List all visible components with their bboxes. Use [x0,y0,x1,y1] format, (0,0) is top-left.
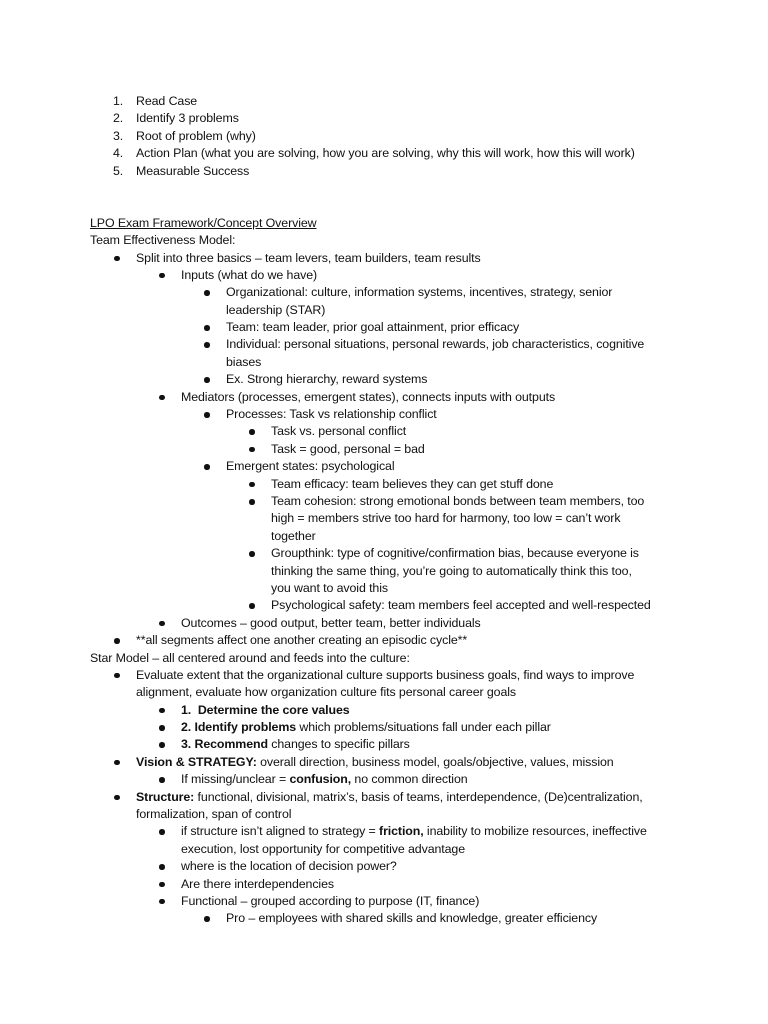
bullet-item [0,267,768,284]
step-item [0,163,768,180]
bullet-item [0,719,768,736]
bullet-item [0,876,768,893]
bold-text: confusion, [289,772,352,787]
bullet-text: Split into three basics – team levers, team builders, team results [136,250,481,265]
bullet-text: no common direction [351,772,468,787]
bullet-text: Team cohesion: strong emotional bonds between team members, too [271,494,645,508]
bullet-item [0,371,768,388]
bullet-continuation [0,841,768,858]
bullet-icon [204,377,210,383]
bold-text: friction, [379,824,424,839]
section-heading [0,215,768,232]
bullet-item [0,319,768,336]
step-label: Root of problem (why) [136,128,256,143]
bullet-text: Inputs (what do we have) [181,267,318,282]
bullet-icon [159,621,165,627]
bullet-item [0,667,768,684]
bullet-icon [114,760,120,766]
bullet-icon [249,551,255,557]
bullet-item [0,423,768,440]
bullet-item [0,702,768,719]
bullet-item [0,823,768,840]
bullet-continuation [0,354,768,371]
bullet-text: execution, lost opportunity for competitive advantage [181,841,465,856]
bullet-item [0,476,768,493]
bullet-icon [159,273,165,279]
bullet-text: Emergent states: psychological [226,459,395,474]
bullet-item [0,458,768,475]
bullet-text: Processes: Task vs relationship conflict [226,407,437,422]
bullet-icon [249,429,255,435]
bullet-icon [159,725,165,731]
step-label: Identify 3 problems [136,111,239,126]
bullet-text: thinking the same thing, you’re going to automatically think this too, [271,563,632,578]
bullet-text: Psychological safety: team members feel accepted and well-respected [271,598,651,613]
step-number: 5. [113,163,124,178]
bullet-item [0,615,768,632]
bullet-text: Team efficacy: team believes they can get stuff done [271,476,554,491]
bullet-text: Groupthink: type of cognitive/confirmation bias, because everyone is [271,546,639,561]
bullet-text: Evaluate extent that the organizational culture supports business goals, find ways to improve [136,667,635,682]
bullet-item [0,336,768,353]
bullet-item [0,406,768,423]
bullet-text: changes to specific pillars [267,737,410,752]
bullet-icon [204,290,210,296]
bold-text: 1. Determine the core values [181,702,350,717]
bullet-text: Individual: personal situations, personal rewards, job characteristics, cognitive [226,337,645,352]
bullet-icon [114,795,120,801]
step-number: 3. [113,128,124,143]
bullet-text: **all segments affect one another creating an episodic cycle** [136,633,468,648]
bullet-item [0,736,768,753]
bullet-text: alignment, evaluate how organization culture fits personal career goals [136,685,516,700]
step-item [0,93,768,110]
bullet-item [0,545,768,562]
bullet-item [0,789,768,806]
step-item [0,110,768,127]
bullet-text: which problems/situations fall under each pillar [296,720,551,735]
bullet-text: overall direction, business model, goals/objective, values, mission [256,754,614,769]
bullet-icon [159,742,165,748]
bullet-item [0,632,768,649]
bullet-icon [114,638,120,644]
bold-text: Structure: [136,789,195,804]
heading-text: LPO Exam Framework/Concept Overview [90,215,317,230]
bullet-text: If missing/unclear = [181,772,290,787]
team-model-title [0,232,768,249]
bold-text: 3. Recommend [181,737,268,752]
bullet-text: Ex. Strong hierarchy, reward systems [226,372,428,387]
bullet-item [0,597,768,614]
bold-text: 2. Identify problems [181,720,297,735]
bullet-item [0,493,768,510]
step-number: 1. [113,94,124,108]
bullet-icon [159,708,165,714]
bullet-icon [159,777,165,783]
bullet-icon [204,342,210,348]
bullet-continuation [0,806,768,823]
bullet-text: Mediators (processes, emergent states), connects inputs with outputs [181,389,556,404]
bullet-item [0,250,768,267]
title-text: Team Effectiveness Model: [90,233,236,248]
bullet-text: Team: team leader, prior goal attainment, prior efficacy [226,320,520,335]
bullet-item [0,441,768,458]
step-item [0,128,768,145]
bullet-continuation [0,580,768,597]
step-label: Action Plan (what you are solving, how you are solving, why this will work, how this will work) [136,146,635,161]
bullet-item [0,858,768,875]
bullet-text: formalization, span of control [136,807,292,822]
bullet-icon [114,673,120,679]
star-model-title [0,650,768,667]
bullet-item [0,910,768,927]
bullet-text: Outcomes – good output, better team, better individuals [181,615,481,630]
case-steps-list [0,93,768,180]
bullet-text: biases [226,354,262,369]
bold-text: Vision & STRATEGY: [136,754,257,769]
bullet-icon [204,464,210,470]
step-item [0,145,768,162]
bullet-item [0,893,768,910]
spacer [0,180,768,215]
bullet-text: high = members strive too hard for harmony, too low = can’t work [271,511,621,526]
bullet-text: leadership (STAR) [226,302,326,317]
bullet-icon [159,829,165,835]
bullet-icon [159,899,165,905]
bullet-text: you want to avoid this [271,580,388,595]
bullet-text: inability to mobilize resources, ineffective [423,824,647,839]
bullet-text: Task vs. personal conflict [271,424,407,439]
bullet-icon [249,603,255,609]
bullet-icon [159,395,165,401]
bullet-continuation [0,528,768,545]
bullet-text: Pro – employees with shared skills and knowledge, greater efficiency [226,911,598,926]
bullet-continuation [0,510,768,527]
bullet-icon [204,412,210,418]
bullet-item [0,771,768,788]
step-number: 4. [113,146,124,161]
bullet-item [0,389,768,406]
bullet-continuation [0,302,768,319]
bullet-item [0,754,768,771]
step-number: 2. [113,111,124,126]
bullet-text: Functional – grouped according to purpose (IT, finance) [181,893,480,908]
bullet-icon [204,916,210,922]
bullet-icon [249,447,255,453]
bullet-text: Organizational: culture, information systems, incentives, strategy, senior [226,285,613,300]
bullet-text: together [271,528,316,543]
step-label: Read Case [136,94,198,108]
bullet-continuation [0,563,768,580]
bullet-item [0,284,768,301]
bullet-icon [159,864,165,870]
bullet-icon [249,499,255,505]
bullet-continuation [0,684,768,701]
bullet-icon [114,256,120,262]
bullet-text: Task = good, personal = bad [271,441,425,456]
bullet-text: Are there interdependencies [181,876,334,891]
bullet-text: where is the location of decision power? [181,859,397,874]
bullet-icon [249,482,255,488]
bullet-text: functional, divisional, matrix’s, basis of teams, interdependence, (De)centralization, [194,789,643,804]
bullet-icon [159,882,165,888]
title-text: Star Model – all centered around and feeds into the culture: [90,650,410,665]
bullet-text: if structure isn’t aligned to strategy = [181,824,380,839]
bullet-icon [204,325,210,331]
step-label: Measurable Success [136,163,250,178]
